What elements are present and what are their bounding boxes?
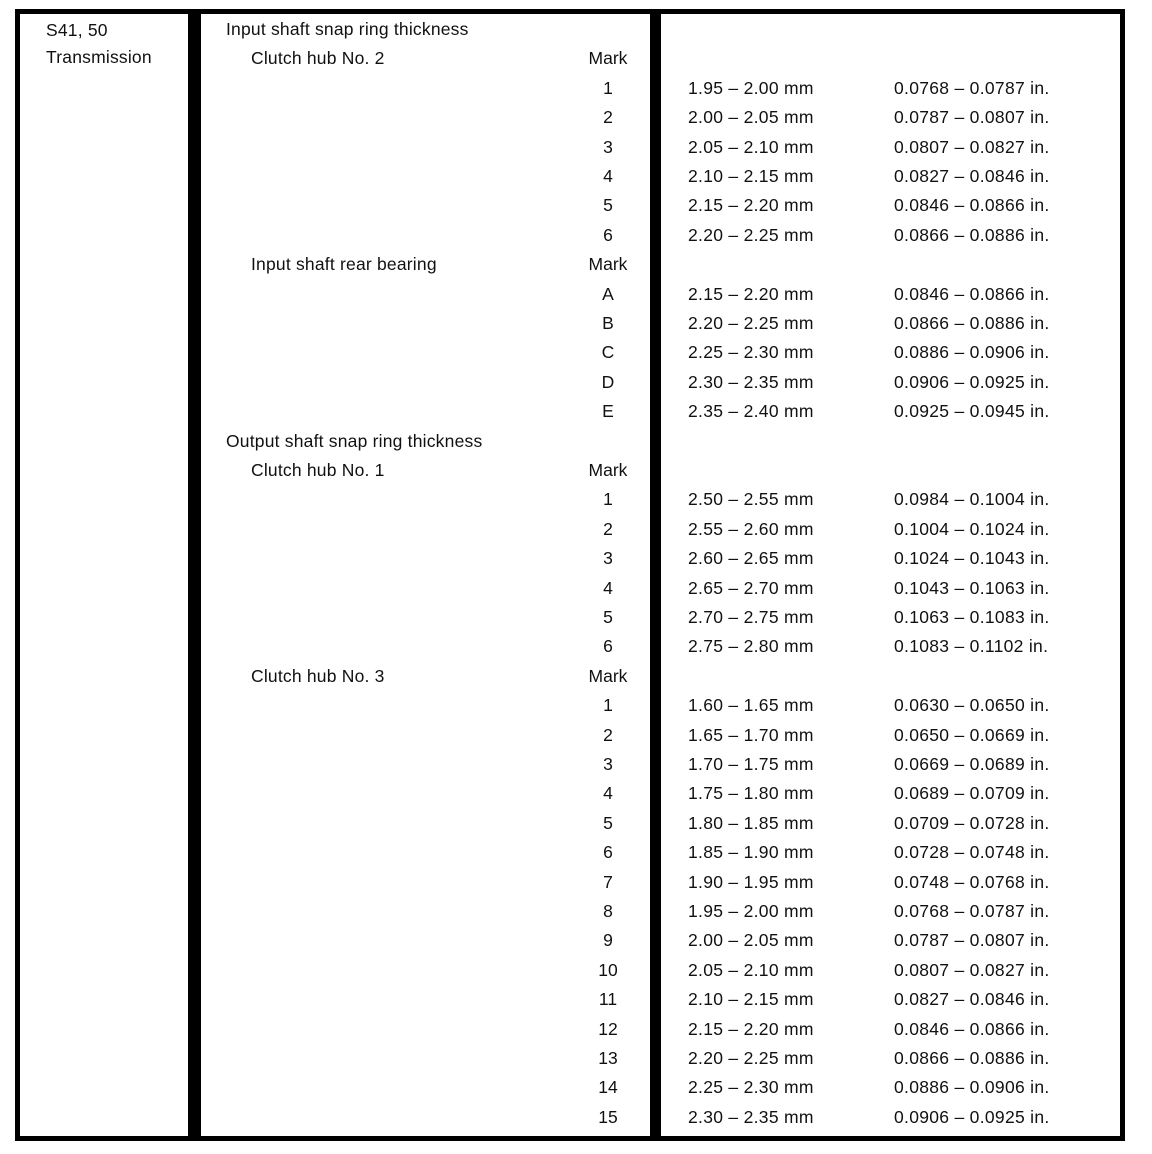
- mark-value: 4: [603, 166, 613, 186]
- mark-value: 13: [598, 1048, 618, 1068]
- mark-value: 12: [598, 1018, 618, 1039]
- thickness-in: 0.0807 – 0.0827 in.: [894, 959, 1050, 980]
- thickness-in: 0.0866 – 0.0886 in.: [894, 224, 1050, 245]
- thickness-mm: 2.25 – 2.30 mm: [688, 1077, 814, 1098]
- thickness-in: 0.0768 – 0.0787 in.: [894, 901, 1050, 921]
- mark-value: 8: [603, 901, 613, 921]
- mark-value: 5: [603, 812, 613, 833]
- thickness-mm: 1.60 – 1.65 mm: [688, 695, 814, 716]
- group-name: Input shaft rear bearing: [251, 254, 437, 275]
- thickness-in: 0.1043 – 0.1063 in.: [894, 577, 1050, 598]
- thickness-in: 0.1083 – 0.1102 in.: [894, 636, 1049, 657]
- thickness-mm: 1.65 – 1.70 mm: [688, 724, 814, 745]
- thickness-in: 0.0827 – 0.0846 in.: [894, 166, 1050, 186]
- thickness-mm: 2.20 – 2.25 mm: [688, 1048, 814, 1068]
- mark-header: Mark: [588, 460, 628, 480]
- mark-value: 1: [603, 489, 613, 510]
- thickness-in: 0.0906 – 0.0925 in.: [894, 1106, 1050, 1127]
- column-divider-left: [188, 9, 201, 1141]
- section-title: Output shaft snap ring thickness: [226, 430, 483, 451]
- thickness-mm: 1.80 – 1.85 mm: [688, 812, 814, 833]
- thickness-mm: 2.70 – 2.75 mm: [688, 607, 814, 627]
- mark-value: 3: [603, 754, 613, 774]
- mark-value: 7: [603, 871, 613, 892]
- mark-value: A: [602, 283, 614, 304]
- thickness-in: 0.0827 – 0.0846 in.: [894, 989, 1050, 1010]
- mark-value: 6: [603, 636, 613, 657]
- group-name: Clutch hub No. 2: [251, 48, 385, 69]
- thickness-mm: 2.30 – 2.35 mm: [688, 1106, 814, 1127]
- thickness-mm: 2.55 – 2.60 mm: [688, 518, 814, 539]
- mark-value: 9: [603, 930, 613, 951]
- mark-value: 5: [603, 195, 613, 216]
- mark-value: 4: [603, 783, 613, 804]
- mark-value: 2: [603, 518, 613, 539]
- thickness-mm: 2.60 – 2.65 mm: [688, 548, 814, 569]
- thickness-in: 0.1063 – 0.1083 in.: [894, 607, 1050, 627]
- thickness-in: 0.0886 – 0.0906 in.: [894, 1077, 1050, 1098]
- mark-value: E: [602, 401, 614, 422]
- mark-value: 5: [603, 607, 613, 627]
- mark-value: 15: [598, 1106, 618, 1127]
- thickness-mm: 2.20 – 2.25 mm: [688, 224, 814, 245]
- thickness-mm: 2.50 – 2.55 mm: [688, 489, 814, 510]
- mark-value: 10: [598, 959, 618, 980]
- thickness-mm: 2.15 – 2.20 mm: [688, 283, 814, 304]
- thickness-mm: 1.95 – 2.00 mm: [688, 901, 814, 921]
- thickness-mm: 2.25 – 2.30 mm: [688, 342, 814, 363]
- thickness-mm: 2.35 – 2.40 mm: [688, 401, 814, 422]
- mark-value: 1: [603, 695, 613, 716]
- mark-value: C: [601, 342, 615, 363]
- thickness-mm: 2.30 – 2.35 mm: [688, 371, 814, 392]
- thickness-mm: 2.10 – 2.15 mm: [688, 166, 814, 186]
- mark-header: Mark: [588, 665, 628, 686]
- mark-value: 3: [603, 136, 613, 157]
- thickness-mm: 2.10 – 2.15 mm: [688, 989, 814, 1010]
- group-name: Clutch hub No. 1: [251, 460, 385, 480]
- thickness-in: 0.0787 – 0.0807 in.: [894, 930, 1050, 951]
- thickness-in: 0.0650 – 0.0669 in.: [894, 724, 1050, 745]
- thickness-in: 0.0807 – 0.0827 in.: [894, 136, 1050, 157]
- mark-header: Mark: [588, 48, 628, 69]
- thickness-in: 0.1024 – 0.1043 in.: [894, 548, 1050, 569]
- thickness-in: 0.0906 – 0.0925 in.: [894, 371, 1050, 392]
- thickness-in: 0.0886 – 0.0906 in.: [894, 342, 1050, 363]
- thickness-mm: 2.00 – 2.05 mm: [688, 930, 814, 951]
- thickness-in: 0.0669 – 0.0689 in.: [894, 754, 1050, 774]
- thickness-in: 0.0787 – 0.0807 in.: [894, 107, 1050, 128]
- thickness-in: 0.0768 – 0.0787 in.: [894, 77, 1050, 98]
- mark-value: 14: [598, 1077, 618, 1098]
- mark-value: 11: [598, 989, 618, 1010]
- mark-value: 4: [603, 577, 613, 598]
- mark-value: 1: [603, 77, 613, 98]
- model-name: Transmission: [46, 47, 152, 67]
- thickness-in: 0.0866 – 0.0886 in.: [894, 313, 1050, 333]
- thickness-mm: 2.15 – 2.20 mm: [688, 1018, 814, 1039]
- mark-value: 2: [603, 107, 613, 128]
- thickness-mm: 2.20 – 2.25 mm: [688, 313, 814, 333]
- thickness-in: 0.0866 – 0.0886 in.: [894, 1048, 1050, 1068]
- thickness-in: 0.0846 – 0.0866 in.: [894, 1018, 1050, 1039]
- model-code: S41, 50: [46, 20, 108, 40]
- thickness-mm: 1.85 – 1.90 mm: [688, 842, 814, 863]
- thickness-mm: 2.75 – 2.80 mm: [688, 636, 814, 657]
- thickness-mm: 1.70 – 1.75 mm: [688, 754, 814, 774]
- mark-value: 6: [603, 842, 613, 863]
- thickness-mm: 2.05 – 2.10 mm: [688, 136, 814, 157]
- mark-header: Mark: [588, 254, 628, 275]
- thickness-in: 0.0689 – 0.0709 in.: [894, 783, 1050, 804]
- column-divider-right: [650, 9, 661, 1141]
- thickness-mm: 2.65 – 2.70 mm: [688, 577, 814, 598]
- mark-value: 6: [603, 224, 613, 245]
- thickness-mm: 2.05 – 2.10 mm: [688, 959, 814, 980]
- mark-value: 3: [603, 548, 613, 569]
- thickness-in: 0.0709 – 0.0728 in.: [894, 812, 1050, 833]
- thickness-in: 0.0925 – 0.0945 in.: [894, 401, 1050, 422]
- section-title: Input shaft snap ring thickness: [226, 19, 469, 39]
- mark-value: D: [601, 371, 615, 392]
- mark-value: B: [602, 313, 614, 333]
- mark-value: 2: [603, 724, 613, 745]
- thickness-mm: 1.90 – 1.95 mm: [688, 871, 814, 892]
- thickness-mm: 1.95 – 2.00 mm: [688, 77, 814, 98]
- thickness-in: 0.0846 – 0.0866 in.: [894, 283, 1050, 304]
- thickness-mm: 1.75 – 1.80 mm: [688, 783, 814, 804]
- thickness-in: 0.0630 – 0.0650 in.: [894, 695, 1050, 716]
- thickness-in: 0.0728 – 0.0748 in.: [894, 842, 1050, 863]
- thickness-in: 0.0984 – 0.1004 in.: [894, 489, 1050, 510]
- thickness-mm: 2.15 – 2.20 mm: [688, 195, 814, 216]
- thickness-in: 0.1004 – 0.1024 in.: [894, 518, 1050, 539]
- thickness-in: 0.0846 – 0.0866 in.: [894, 195, 1050, 216]
- thickness-mm: 2.00 – 2.05 mm: [688, 107, 814, 128]
- group-name: Clutch hub No. 3: [251, 665, 385, 686]
- thickness-in: 0.0748 – 0.0768 in.: [894, 871, 1050, 892]
